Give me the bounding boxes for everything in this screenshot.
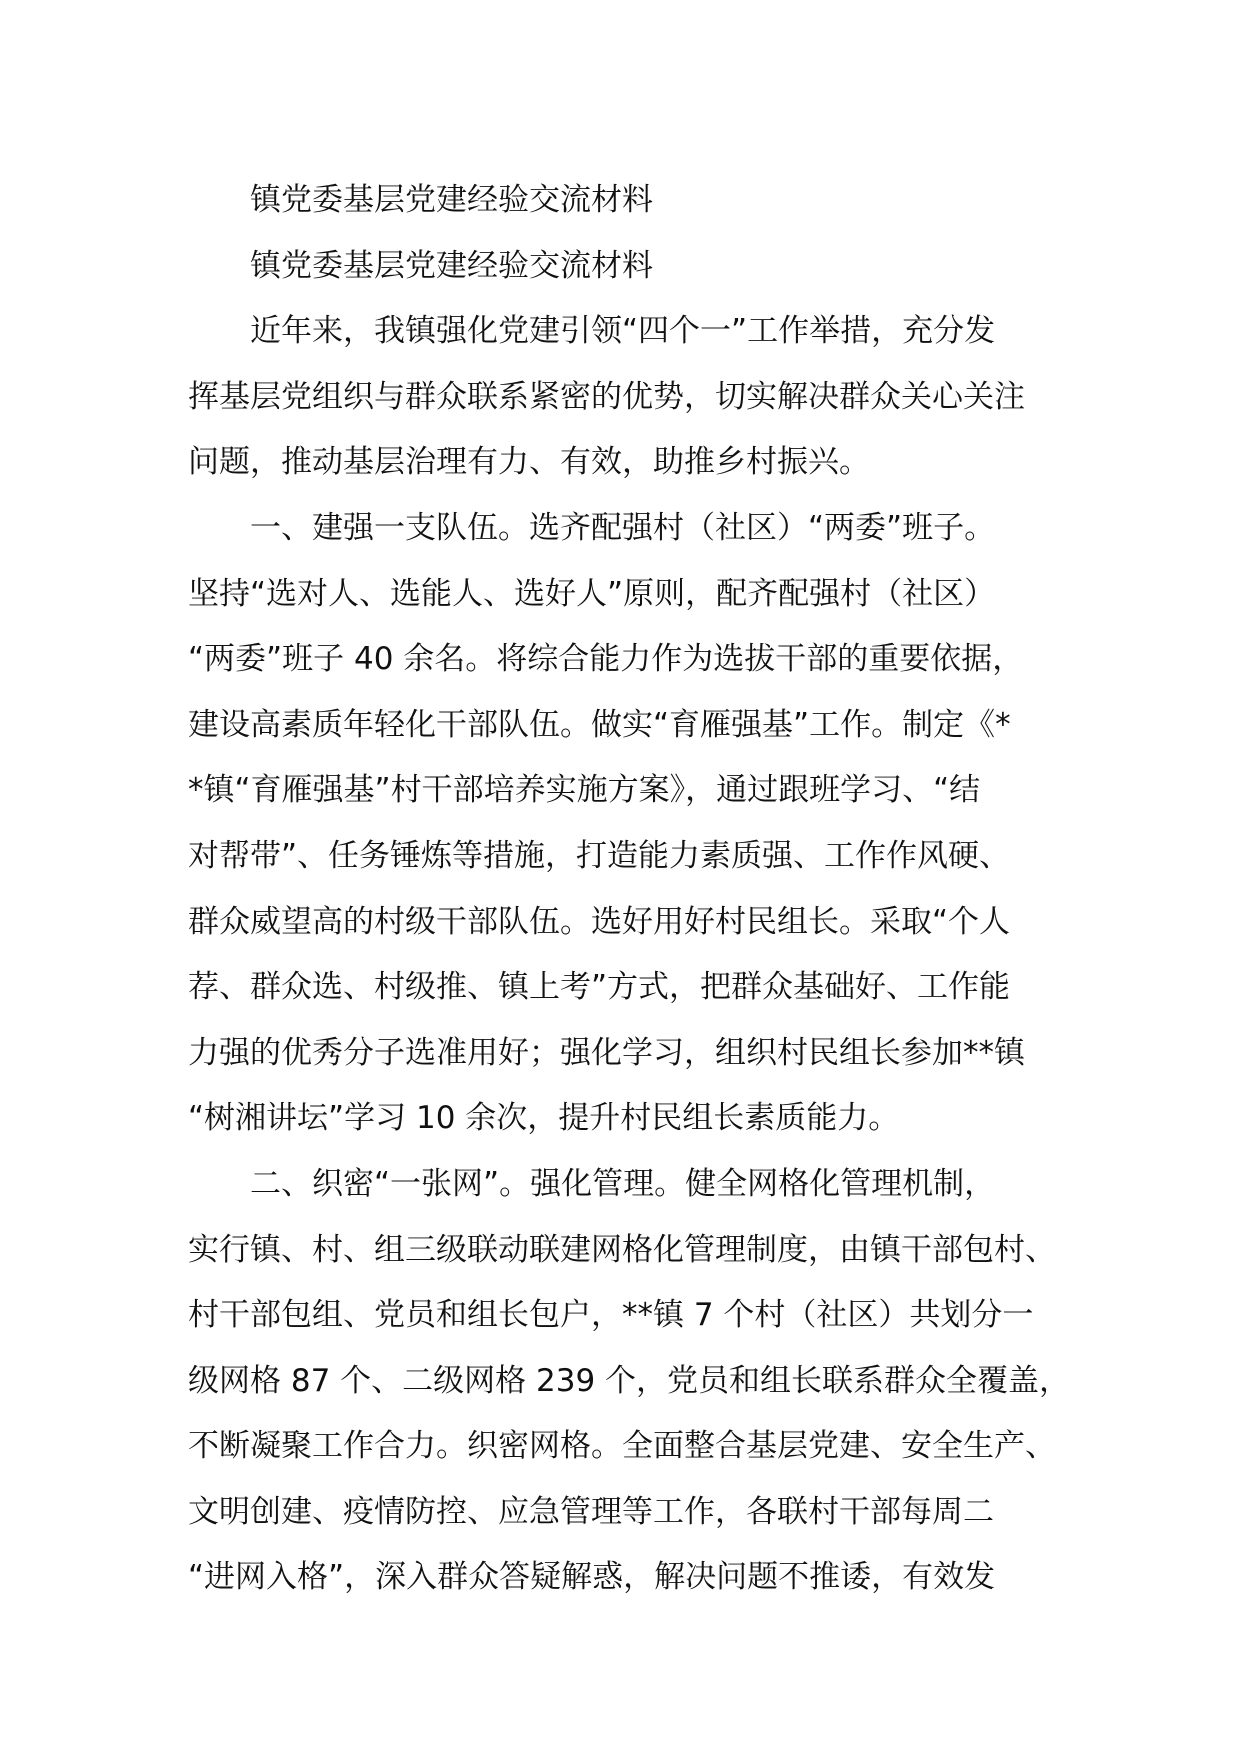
- text-line: 建设高素质年轻化干部队伍。做实“育雁强基”工作。制定《*: [188, 706, 1011, 743]
- text-line: “两委”班子 40 余名。将综合能力作为选拔干部的重要依据，: [188, 641, 1024, 678]
- text-line: 实行镇、村、组三级联动联建网格化管理制度，由镇干部包村、: [188, 1231, 1056, 1268]
- text-line: 问题，推动基层治理有力、有效，助推乡村振兴。: [188, 444, 870, 481]
- text-line: 文明创建、疫情防控、应急管理等工作，各联村干部每周二: [188, 1493, 994, 1530]
- text-line: 近年来，我镇强化党建引领“四个一”工作举措，充分发: [250, 313, 996, 350]
- text-line: *镇“育雁强基”村干部培养实施方案》，通过跟班学习、“结: [188, 772, 981, 809]
- text-line: 挥基层党组织与群众联系紧密的优势，切实解决群众关心关注: [188, 378, 1025, 415]
- text-line: 坚持“选对人、选能人、选好人”原则，配齐配强村（社区）: [188, 575, 996, 612]
- document-body: [188, 168, 1071, 1611]
- document-title: 镇党委基层党建经验交流材料: [250, 182, 653, 218]
- text-line: 力强的优秀分子选准用好；强化学习，组织村民组长参加**镇: [188, 1034, 1025, 1071]
- text-line: 荐、群众选、村级推、镇上考”方式，把群众基础好、工作能: [188, 969, 1011, 1006]
- text-line: 二、织密“一张网”。强化管理。健全网格化管理机制，: [250, 1165, 996, 1202]
- text-line: 群众威望高的村级干部队伍。选好用好村民组长。采取“个人: [188, 903, 1011, 940]
- document-subtitle: 镇党委基层党建经验交流材料: [250, 247, 653, 284]
- text-line: 不断凝聚工作合力。织密网格。全面整合基层党建、安全生产、: [188, 1428, 1056, 1465]
- text-line: 对帮带”、任务锤炼等措施，打造能力素质强、工作作风硬、: [188, 837, 1011, 874]
- text-line: 级网格 87 个、二级网格 239 个，党员和组长联系群众全覆盖，: [188, 1362, 1071, 1399]
- text-line: 一、建强一支队伍。选齐配强村（社区）“两委”班子。: [250, 509, 996, 546]
- text-line: “进网入格”，深入群众答疑解惑，解决问题不推诿，有效发: [188, 1559, 996, 1596]
- body-lines: [188, 299, 1071, 1611]
- text-line: “树湘讲坛”学习 10 余次，提升村民组长素质能力。: [188, 1100, 900, 1137]
- text-line: 村干部包组、党员和组长包户，**镇 7 个村（社区）共划分一: [188, 1297, 1034, 1334]
